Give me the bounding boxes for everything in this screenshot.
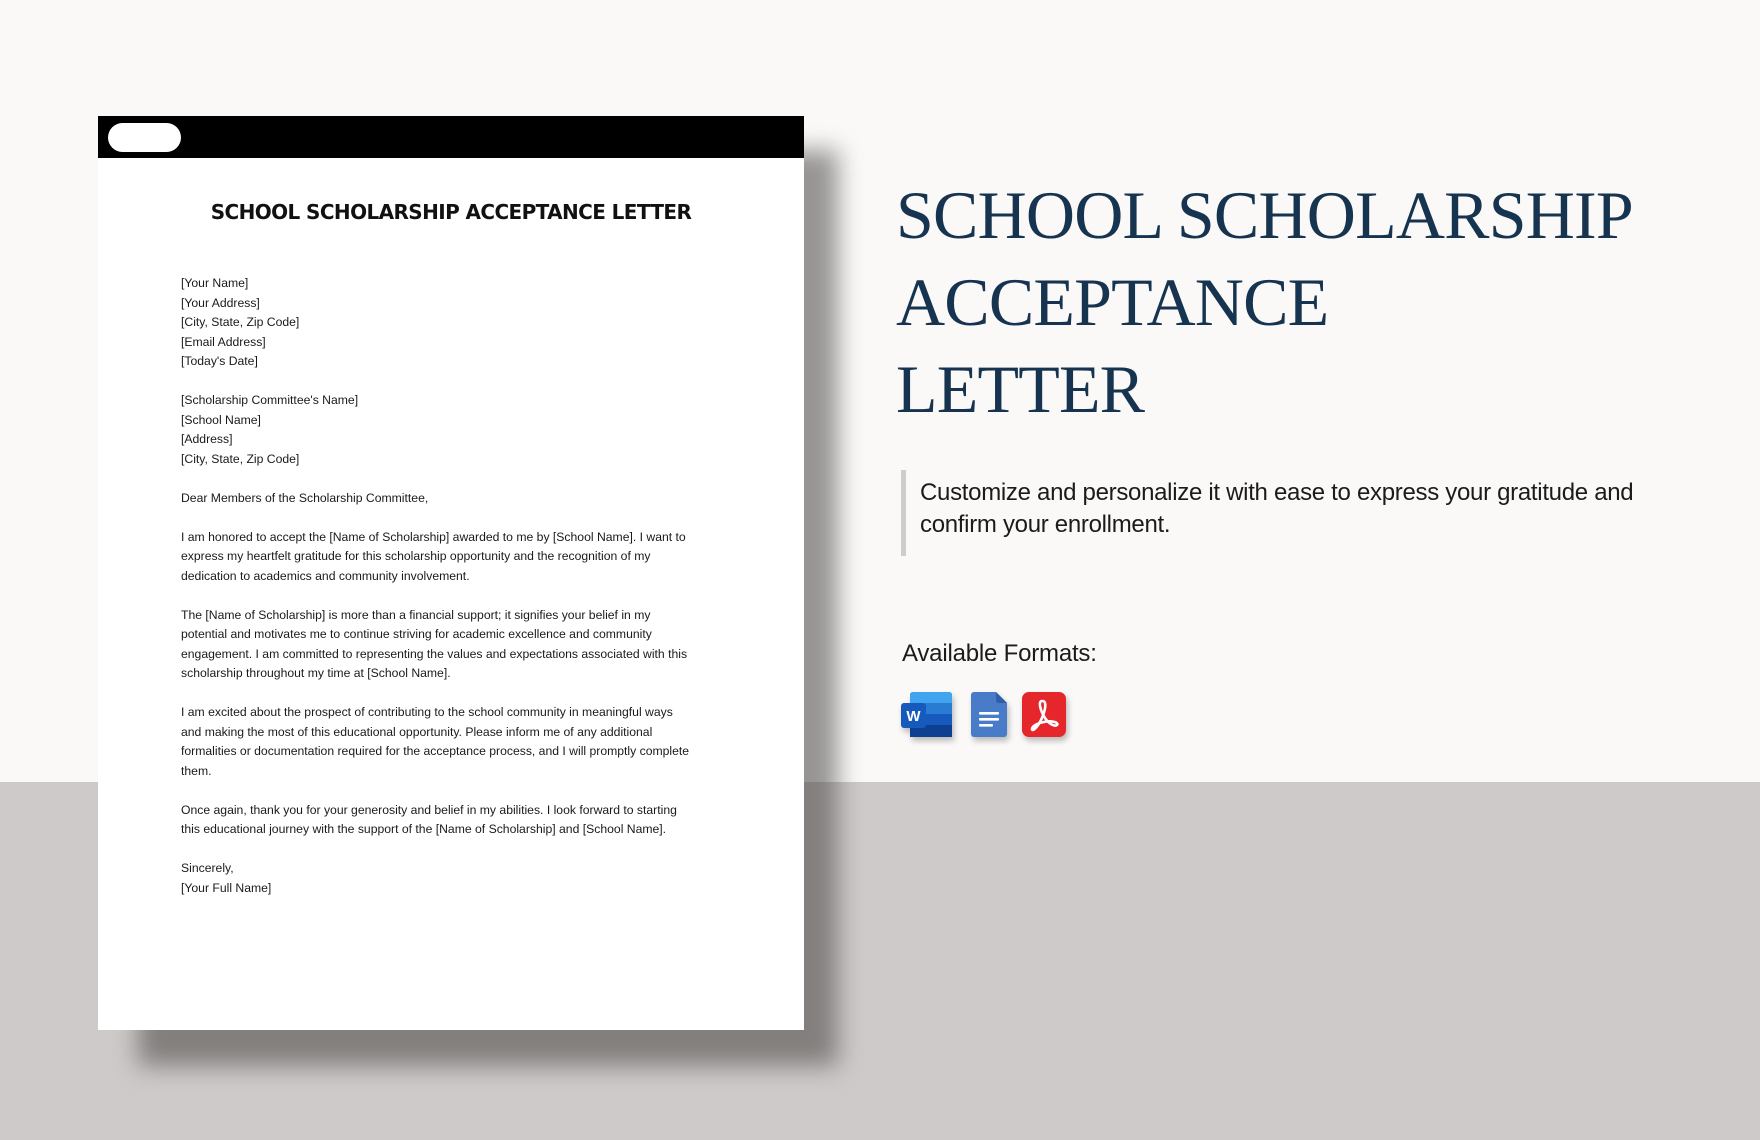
title-line-3: LETTER (896, 351, 1145, 427)
recipient-address: [Address] (181, 432, 233, 446)
letter-title: SCHOOL SCHOLARSHIP ACCEPTANCE LETTER (210, 200, 692, 224)
paragraph-line: dedication to academics and community involvement. (181, 568, 470, 583)
paragraph-1 (181, 528, 741, 587)
closing: Sincerely, (181, 861, 234, 875)
letter-preview-page (98, 116, 804, 1030)
paragraph-line: scholarship throughout my time at [School Name]. (181, 666, 451, 680)
svg-text:W: W (906, 708, 921, 725)
pdf-icon (1020, 690, 1068, 740)
sender-city: [City, State, Zip Code] (181, 315, 300, 329)
paragraph-line: formalities or documentation required for the acceptance process, and I will promptly complete (181, 744, 690, 758)
format-google-docs[interactable] (970, 690, 1024, 740)
paragraph-line: this educational journey with the support of the [Name of Scholarship] and [School Name]. (181, 822, 667, 836)
paragraph-line: Once again, thank you for your generosity and belief in my abilities. I look forward to starting (181, 802, 677, 817)
title-line-2: ACCEPTANCE (896, 264, 1329, 340)
paragraph-line: express my heartfelt gratitude for this scholarship opportunity and the recognition of my (181, 549, 651, 563)
paragraph-line: and making the most of this educational opportunity. Please inform me of any additional (181, 724, 653, 739)
sender-block (181, 274, 741, 372)
paragraph-4 (181, 801, 741, 840)
paragraph-2 (181, 606, 741, 684)
letter-body (181, 274, 741, 918)
signature: [Your Full Name] (181, 880, 272, 895)
salutation-text: Dear Members of the Scholarship Committee, (181, 490, 429, 505)
paragraph-line: potential and motivates me to continue striving for academic excellence and community (181, 627, 652, 641)
recipient-block (181, 391, 741, 469)
paragraph-line: I am honored to accept the [Name of Scholarship] awarded to me by [School Name]. I want to (181, 529, 686, 544)
title-line-1: SCHOOL SCHOLARSHIP (896, 177, 1633, 253)
available-formats-label: Available Formats: (902, 640, 1097, 667)
recipient-city: [City, State, Zip Code] (181, 451, 300, 466)
paragraph-line: them. (181, 763, 212, 778)
sender-address: [Your Address] (181, 295, 260, 310)
format-pdf[interactable] (1020, 690, 1074, 740)
recipient-name: [Scholarship Committee's Name] (181, 393, 359, 407)
sender-email: [Email Address] (181, 334, 266, 349)
salutation (181, 489, 741, 509)
closing-block (181, 859, 741, 898)
paragraph-3 (181, 703, 741, 781)
sender-date: [Today's Date] (181, 354, 258, 368)
paragraph-line: The [Name of Scholarship] is more than a financial support; it signifies your belief in my (181, 607, 651, 622)
paragraph-line: engagement. I am committed to representing the values and expectations associated with this (181, 646, 688, 661)
word-icon (900, 690, 954, 740)
page-header-bar (98, 116, 804, 158)
description-block (901, 470, 1680, 556)
google-docs-icon (970, 690, 1010, 740)
sender-name: [Your Name] (181, 276, 249, 290)
product-title (896, 172, 1716, 433)
page-header-pill (108, 123, 181, 152)
recipient-school: [School Name] (181, 412, 261, 427)
format-word[interactable] (900, 690, 954, 740)
description-text: Customize and personalize it with ease to express your gratitude and confirm your enrollment. (920, 479, 1634, 538)
paragraph-line: I am excited about the prospect of contributing to the school community in meaningful ways (181, 705, 673, 719)
